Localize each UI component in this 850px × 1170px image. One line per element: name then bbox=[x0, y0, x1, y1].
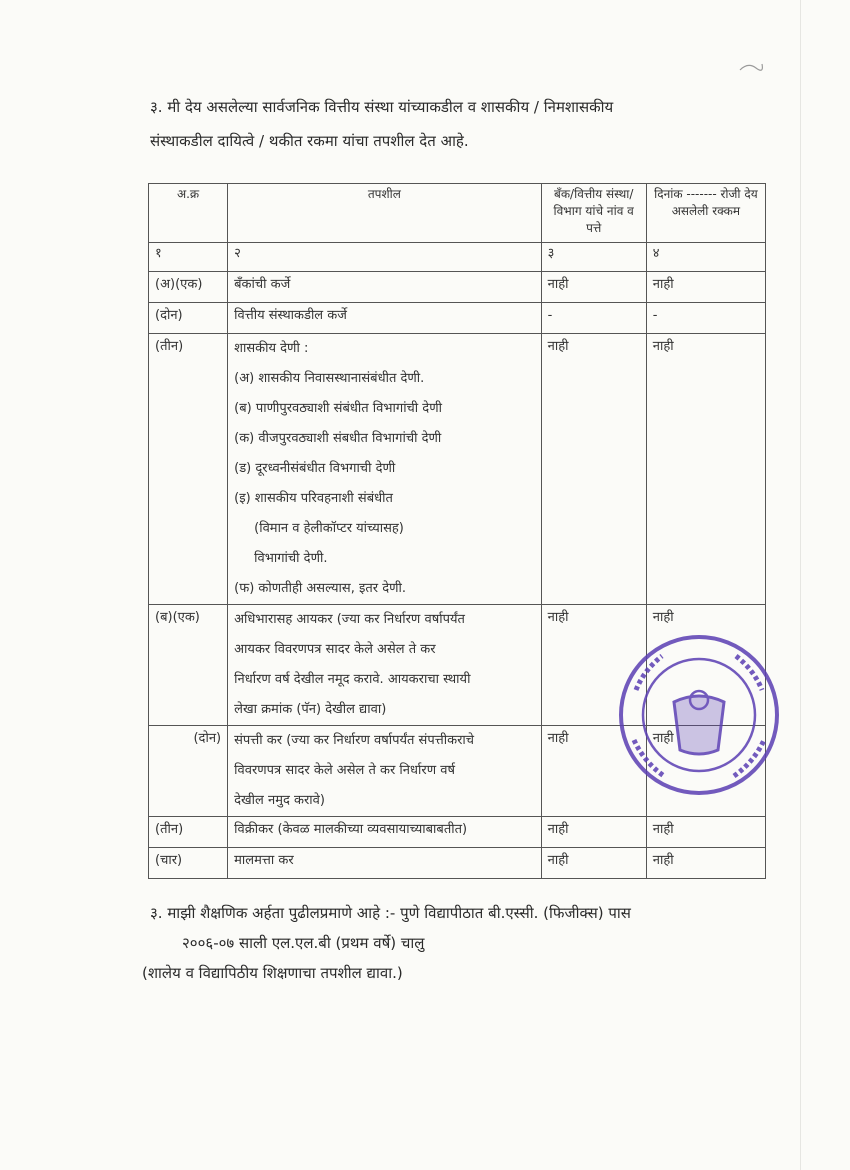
table-row bbox=[149, 303, 766, 334]
row-description bbox=[228, 334, 542, 605]
intro-paragraph bbox=[150, 90, 750, 158]
table-row bbox=[149, 817, 766, 848]
row-bank: - bbox=[541, 303, 646, 334]
row-description: वित्तीय संस्थाकडील कर्जे bbox=[228, 303, 542, 334]
header-serial: अ.क्र bbox=[149, 184, 228, 243]
row-text-line: देखील नमुद करावे) bbox=[234, 793, 325, 808]
colnum-1: १ bbox=[149, 243, 228, 272]
page-edge bbox=[800, 0, 801, 1170]
list-item: (विमान व हेलीकॉप्टर यांच्यासह) bbox=[254, 521, 404, 536]
list-item: (क) वीजपुरवठ्याशी संबधीत विभागांची देणी bbox=[234, 431, 442, 446]
row-heading: शासकीय देणी : bbox=[234, 341, 309, 356]
row-amount: नाही bbox=[646, 817, 765, 848]
list-item: विभागांची देणी. bbox=[254, 551, 328, 566]
education-section bbox=[142, 898, 770, 988]
table-row bbox=[149, 272, 766, 303]
list-item: (ब) पाणीपुरवठ्याशी संबंधीत विभागांची देणी bbox=[234, 401, 442, 416]
row-serial: (तीन) bbox=[149, 817, 228, 848]
row-text-line: संपत्ती कर (ज्या कर निर्धारण वर्षापर्यंत संपत्तीकराचे bbox=[234, 733, 475, 748]
row-description: मालमत्ता कर bbox=[228, 848, 542, 879]
intro-line-1: ३. मी देय असलेल्या सार्वजनिक वित्तीय संस्था यांच्याकडील व शासकीय / निमशासकीय bbox=[150, 98, 614, 116]
column-number-row bbox=[149, 243, 766, 272]
list-item: (अ) शासकीय निवासस्थानासंबंधीत देणी. bbox=[234, 371, 425, 386]
table-row bbox=[149, 848, 766, 879]
row-amount: नाही bbox=[646, 848, 765, 879]
row-amount: - bbox=[646, 303, 765, 334]
row-text-line: विवरणपत्र सादर केले असेल ते कर निर्धारण वर्ष bbox=[234, 763, 455, 778]
official-seal-stamp bbox=[614, 630, 784, 800]
row-bank: नाही bbox=[541, 848, 646, 879]
row-serial: (दोन) bbox=[149, 303, 228, 334]
scan-mark bbox=[738, 60, 764, 74]
row-amount: नाही bbox=[646, 605, 765, 726]
list-item: (ड) दूरध्वनीसंबंधीत विभगाची देणी bbox=[234, 461, 396, 476]
header-amount: दिनांक ------- रोजी देय असलेली रक्कम bbox=[646, 184, 765, 243]
row-description bbox=[228, 605, 542, 726]
education-line-2: २००६-०७ साली एल.एल.बी (प्रथम वर्षे) चालु bbox=[182, 934, 425, 952]
colnum-4: ४ bbox=[646, 243, 765, 272]
row-serial: (अ)(एक) bbox=[149, 272, 228, 303]
row-bank: नाही bbox=[541, 605, 646, 726]
row-text-line: निर्धारण वर्ष देखील नमूद करावे. आयकराचा स्थायी bbox=[234, 672, 471, 687]
row-text-line: अधिभारासह आयकर (ज्या कर निर्धारण वर्षापर्यंत bbox=[234, 612, 465, 627]
row-bank: नाही bbox=[541, 272, 646, 303]
row-serial: (ब)(एक) bbox=[149, 605, 228, 726]
row-text-line: लेखा क्रमांक (पॅन) देखील द्यावा) bbox=[234, 702, 387, 717]
colnum-2: २ bbox=[228, 243, 542, 272]
row-amount: नाही bbox=[646, 726, 765, 817]
row-bank: नाही bbox=[541, 726, 646, 817]
row-bank: नाही bbox=[541, 817, 646, 848]
row-description bbox=[228, 726, 542, 817]
row-serial: (तीन) bbox=[149, 334, 228, 605]
row-amount: नाही bbox=[646, 272, 765, 303]
row-amount: नाही bbox=[646, 334, 765, 605]
row-serial: (चार) bbox=[149, 848, 228, 879]
colnum-3: ३ bbox=[541, 243, 646, 272]
header-details: तपशील bbox=[228, 184, 542, 243]
intro-line-2: संस्थाकडील दायित्वे / थकीत रकमा यांचा तपशील देत आहे. bbox=[150, 132, 469, 150]
row-serial: (दोन) bbox=[149, 726, 228, 817]
list-item: (फ) कोणतीही असल्यास, इतर देणी. bbox=[234, 581, 407, 596]
row-text-line: आयकर विवरणपत्र सादर केले असेल ते कर bbox=[234, 642, 436, 657]
header-row bbox=[149, 184, 766, 243]
header-bank: बँक/वित्तीय संस्था/ विभाग यांचे नांव व पत्ते bbox=[541, 184, 646, 243]
row-description: बँकांची कर्जे bbox=[228, 272, 542, 303]
education-note: (शालेय व विद्यापिठीय शिक्षणाचा तपशील द्यावा.) bbox=[142, 964, 403, 982]
list-item: (इ) शासकीय परिवहनाशी संबंधीत bbox=[234, 491, 393, 506]
table-row bbox=[149, 334, 766, 605]
row-bank: नाही bbox=[541, 334, 646, 605]
education-line-1: ३. माझी शैक्षणिक अर्हता पुढीलप्रमाणे आहे :- पुणे विद्यापीठात बी.एस्सी. (फिजीक्स) पास bbox=[150, 904, 631, 922]
row-description: विक्रीकर (केवळ मालकीच्या व्यवसायाच्याबाबतीत) bbox=[228, 817, 542, 848]
